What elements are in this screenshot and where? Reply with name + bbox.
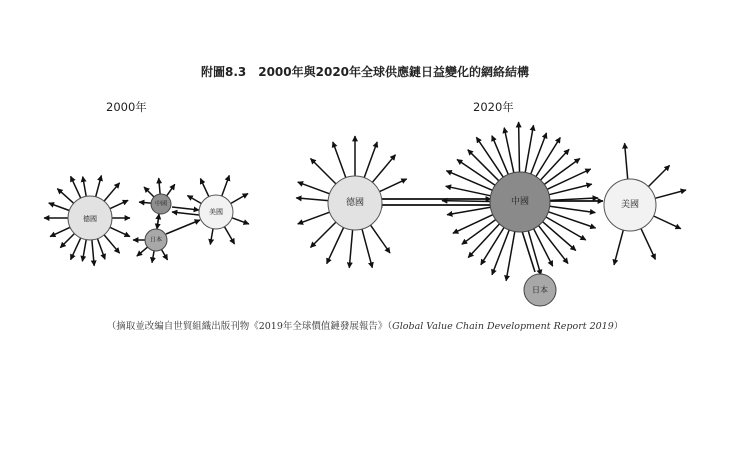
node-2000-china-label: 中國 bbox=[154, 200, 168, 208]
usa-2000-arrow-6 bbox=[210, 229, 213, 245]
china-2020-arrow-1 bbox=[442, 201, 490, 202]
usa-2000-arrow-3 bbox=[231, 194, 248, 204]
germany-2020-arrow-4 bbox=[364, 142, 377, 178]
link-2020-china-japan bbox=[522, 231, 535, 272]
usa-2020-arrow-4 bbox=[641, 229, 655, 260]
link-2000-china-usa-a bbox=[172, 207, 199, 210]
usa-2020-arrow-3 bbox=[654, 216, 681, 229]
usa-2020-arrow-1 bbox=[648, 165, 669, 186]
germany-2000-arrow-1 bbox=[96, 176, 102, 197]
usa-2000-arrow-5 bbox=[225, 227, 235, 244]
germany-2020-arrow-5 bbox=[372, 155, 395, 183]
germany-2000-arrow-9 bbox=[82, 240, 86, 262]
germany-2000-arrow-14 bbox=[49, 203, 70, 211]
node-2000-germany-label: 德國 bbox=[83, 215, 97, 223]
node-2020-japan-label: 日本 bbox=[532, 285, 548, 295]
node-2000-usa-label: 美國 bbox=[209, 208, 223, 216]
china-2020-arrow-5 bbox=[468, 150, 499, 181]
china-2000-arrow-3 bbox=[139, 202, 151, 203]
link-2000-china-japan bbox=[157, 214, 159, 229]
japan-2000-arrow-0 bbox=[152, 251, 154, 263]
germany-2000-arrow-8 bbox=[92, 240, 94, 266]
link-2000-china-usa-b bbox=[172, 212, 199, 215]
germany-2020-arrow-2 bbox=[333, 142, 346, 178]
china-2020-arrow-14 bbox=[544, 159, 580, 185]
panel-label-2000: 2000年 bbox=[106, 100, 147, 114]
china-2000-arrow-2 bbox=[167, 184, 175, 196]
germany-2020-arrow-10 bbox=[327, 228, 344, 264]
germany-2020-arrow-8 bbox=[362, 229, 372, 268]
china-2020-arrow-19 bbox=[548, 212, 595, 228]
china-2020-arrow-17 bbox=[550, 198, 598, 201]
china-2020-arrow-27 bbox=[481, 227, 504, 264]
china-2000-arrow-1 bbox=[159, 178, 160, 194]
germany-2000-arrow-15 bbox=[57, 189, 73, 204]
china-2020-arrow-18 bbox=[550, 206, 596, 212]
china-2020-arrow-20 bbox=[546, 217, 586, 240]
usa-2020-arrow-0 bbox=[625, 143, 628, 179]
china-2020-arrow-13 bbox=[541, 149, 570, 180]
usa-2000-arrow-4 bbox=[232, 218, 249, 224]
china-2020-arrow-0 bbox=[447, 207, 490, 215]
germany-2000-arrow-7 bbox=[98, 239, 106, 260]
germany-2000-arrow-16 bbox=[71, 176, 81, 198]
node-2020-china-label: 中國 bbox=[510, 197, 530, 207]
germany-2000-arrow-2 bbox=[104, 183, 120, 201]
germany-2020-arrow-11 bbox=[311, 222, 336, 247]
node-2020-usa-label: 美國 bbox=[620, 200, 640, 210]
usa-2020-arrow-2 bbox=[655, 190, 686, 198]
germany-2000-arrow-0 bbox=[83, 177, 87, 197]
china-2020-arrow-2 bbox=[446, 186, 491, 196]
usa-2000-arrow-1 bbox=[200, 179, 208, 197]
usa-2020-arrow-5 bbox=[614, 230, 623, 265]
node-2000-japan-label: 日本 bbox=[149, 236, 163, 244]
china-2020-arrow-9 bbox=[519, 122, 520, 172]
germany-2020-arrow-1 bbox=[311, 159, 336, 184]
germany-2020-arrow-0 bbox=[298, 182, 330, 194]
link-2000-japan-usa bbox=[166, 220, 200, 234]
china-2020-arrow-10 bbox=[525, 125, 533, 172]
figure-title: 附圖8.3 2000年與2020年全球供應鏈日益變化的網絡結構 bbox=[200, 65, 530, 79]
germany-2000-arrow-11 bbox=[60, 234, 74, 248]
source-note bbox=[0, 318, 730, 332]
japan-2000-arrow-1 bbox=[137, 247, 148, 256]
panel-label-2020: 2020年 bbox=[473, 100, 514, 114]
germany-2020-arrow-6 bbox=[380, 179, 407, 192]
source-english-title: Global Value Chain Development Report 2019 bbox=[392, 321, 614, 332]
germany-2000-arrow-3 bbox=[110, 200, 128, 208]
japan-2000-arrow-3 bbox=[162, 250, 168, 260]
germany-2020-arrow-13 bbox=[296, 198, 328, 201]
node-2020-germany-label: 德國 bbox=[345, 198, 365, 208]
china-2020-arrow-25 bbox=[506, 232, 515, 281]
china-2000-arrow-0 bbox=[144, 187, 154, 197]
germany-2020-arrow-7 bbox=[371, 225, 391, 253]
china-2020-arrow-11 bbox=[531, 133, 547, 174]
china-2020-arrow-29 bbox=[462, 220, 496, 245]
china-2020-arrow-8 bbox=[504, 128, 514, 173]
usa-2000-arrow-2 bbox=[222, 175, 230, 196]
germany-2020-arrow-9 bbox=[349, 230, 352, 268]
germany-2000-arrow-6 bbox=[104, 235, 120, 253]
china-2020-arrow-26 bbox=[492, 230, 509, 275]
source-suffix: ） bbox=[613, 321, 624, 332]
node-group bbox=[68, 172, 656, 306]
china-2020-arrow-30 bbox=[453, 215, 493, 234]
germany-2000-arrow-10 bbox=[71, 238, 81, 260]
germany-2000-arrow-5 bbox=[110, 227, 130, 236]
china-2020-arrow-12 bbox=[536, 138, 560, 177]
china-2020-arrow-7 bbox=[492, 136, 508, 175]
source-prefix: （摘取並改編自世貿組織出版刊物《2019年全球價值鏈發展報告》（ bbox=[106, 321, 393, 332]
usa-2000-arrow-0 bbox=[187, 196, 201, 204]
germany-2000-arrow-12 bbox=[50, 227, 70, 236]
germany-2020-arrow-12 bbox=[298, 212, 330, 224]
